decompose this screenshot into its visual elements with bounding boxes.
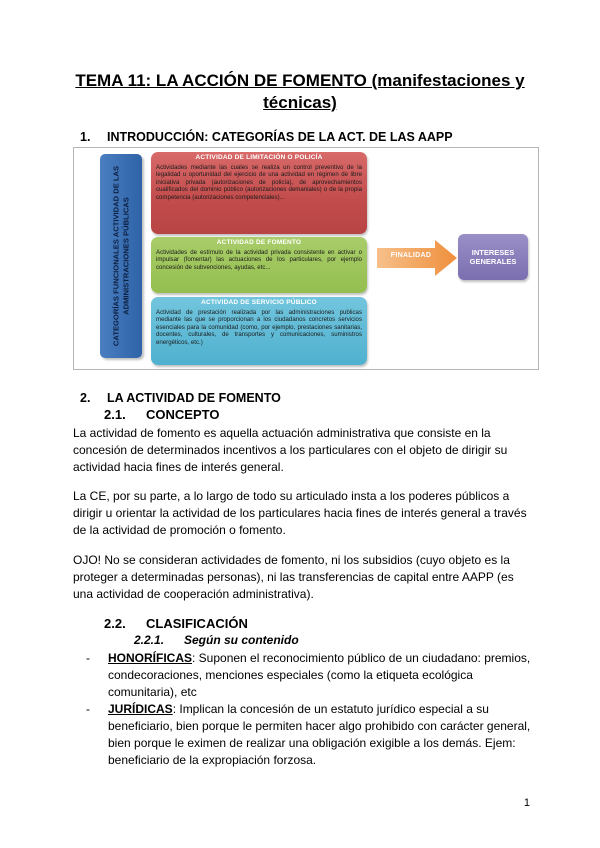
section-heading-introduccion bbox=[80, 130, 453, 144]
subsection-title: CLASIFICACIÓN bbox=[146, 616, 248, 631]
box-limitacion bbox=[151, 152, 367, 234]
bullet-text: : Suponen el reconocimiento público de un ciudadano: premios, condecoraciones, menciones especiales (como la etiqueta ecológica comunitaria), etc bbox=[108, 651, 531, 699]
paragraph: OJO! No se consideran actividades de fomento, ni los subsidios (cuyo objeto es la proteger a determinadas personas), ni las transferencias de capital entre AAPP (es una actividad de cooperación administrativa). bbox=[73, 553, 514, 601]
subsubsection-heading bbox=[134, 633, 299, 647]
page-title: TEMA 11: LA ACCIÓN DE FOMENTO (manifestaciones y técnicas) bbox=[75, 71, 525, 112]
subsection-title: CONCEPTO bbox=[146, 407, 220, 422]
section-title: INTRODUCCIÓN: CATEGORÍAS DE LA ACT. DE LAS AAPP bbox=[107, 130, 453, 144]
list-item bbox=[86, 701, 532, 769]
paragraph: La actividad de fomento es aquella actuación administrativa que consiste en la concesión de determinados incentivos a los particulares con el objeto de dirigir su actividad hacia fines de interés general. bbox=[73, 426, 508, 474]
side-label: CATEGORÍAS FUNCIONALES ACTIVIDAD DE LAS ADMINISTRACIONES PÚBLICAS bbox=[111, 165, 130, 347]
subsection-heading-concepto bbox=[104, 407, 219, 422]
box-title: ACTIVIDAD DE FOMENTO bbox=[216, 239, 302, 246]
box-servicio-publico bbox=[151, 297, 367, 365]
paragraph: La CE, por su parte, a lo largo de todo su articulado insta a los poderes públicos a dirigir u orientar la actividad de los particulares hacia fines de interés general a través de la actividad de promoción o fomento. bbox=[73, 489, 527, 537]
bullet-list bbox=[86, 650, 532, 769]
section-heading-fomento bbox=[80, 391, 281, 405]
subsubsection-number: 2.2.1. bbox=[134, 633, 165, 647]
bullet-dash: - bbox=[86, 702, 90, 716]
section-number: 2. bbox=[80, 391, 91, 405]
categories-diagram bbox=[73, 147, 539, 370]
box-body: Actividades de estímulo de la actividad privada consistente en activar o impulsar (fomentar) las actuaciones de los particulares, por ejemplo concesión de subvenciones, ayudas, etc... bbox=[156, 248, 362, 271]
box-title: ACTIVIDAD DE LIMITACIÓN O POLICÍA bbox=[195, 154, 323, 161]
box-fomento bbox=[151, 237, 367, 293]
box-body: Actividades mediante las cuales se realiza un control preventivo de la legalidad u oportunidad del ejercicio de una actividad en régimen de libre iniciativa privada (autorizaciones de policía), de aprovechamientos cualificados del dominio público (autorizaciones demaniales) o de la propia competencia (autorizaciones competenciales)... bbox=[156, 163, 362, 201]
box-body: Actividad de prestación realizada por las administraciones publicas mediante las que se proporcionan a los ciudadanos concretos servicios esenciales para la comunidad (como, por ejemplo, prestaciones sanitarias, docentes, culturales, de transportes y comunicaciones, suministros energéticos, etc.) bbox=[156, 308, 362, 346]
page-number: 1 bbox=[523, 797, 530, 809]
box-title: ACTIVIDAD DE SERVICIO PÚBLICO bbox=[201, 299, 317, 306]
subsubsection-title: Según su contenido bbox=[184, 633, 299, 647]
subsection-number: 2.1. bbox=[104, 407, 126, 422]
list-item bbox=[86, 650, 532, 701]
bullet-term: HONORÍFICAS bbox=[108, 651, 192, 665]
bullet-dash: - bbox=[86, 651, 90, 665]
arrow-label: FINALIDAD bbox=[390, 252, 432, 259]
subsection-heading-clasificacion bbox=[104, 616, 248, 631]
section-title: LA ACTIVIDAD DE FOMENTO bbox=[107, 391, 281, 405]
subsection-number: 2.2. bbox=[104, 616, 126, 631]
bullet-text: : Implican la concesión de un estatuto jurídico especial a su beneficiario, bien porque le permiten hacer algo prohibido con carácter general, bien porque le eximen de realizar una obligación exigible a los demás. Ejem: beneficiario de la expropiación forzosa. bbox=[108, 702, 531, 767]
goal-box bbox=[458, 234, 528, 280]
section-number: 1. bbox=[80, 130, 91, 144]
bullet-term: JURÍDICAS bbox=[108, 702, 173, 716]
goal-label: INTERESES GENERALES bbox=[469, 247, 517, 266]
